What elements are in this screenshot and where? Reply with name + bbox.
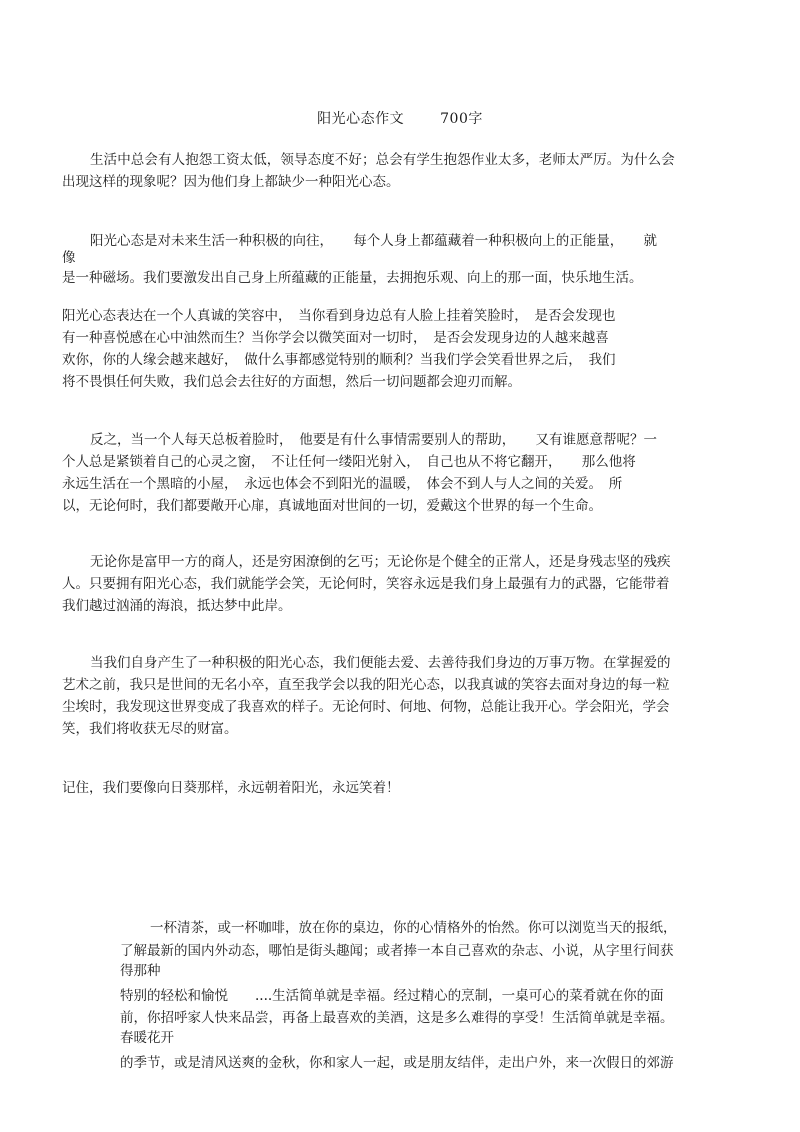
text-line: 春暖花开 (120, 1030, 174, 1046)
text-line: 无论你是富甲一方的商人，还是穷困潦倒的乞丐；无论你是个健全的正常人，还是身残志坚的残疾 (90, 554, 671, 570)
text-line: 有一种喜悦感在心中油然而生？当你学会以微笑面对一切时， 是否会发现身边的人越来越喜 (62, 330, 609, 346)
text-line: 了解最新的国内外动态，哪怕是街头趣闻；或者捧一本自己喜欢的杂志、小说，从字里行间获 (120, 943, 674, 959)
text-line: 阳光心态是对未来生活一种积极的向往， 每个人身上都蕴藏着一种积极向上的正能量， 就 (90, 233, 657, 249)
text-line: 得那种 (120, 963, 161, 979)
text-line: 将不畏惧任何失败，我们总会去往好的方面想，然后一切问题都会迎刃而解。 (62, 374, 521, 390)
text-line: 我们越过汹涌的海浪，抵达梦中此岸。 (62, 598, 292, 614)
text-line: 永远生活在一个黑暗的小屋， 永远也体会不到阳光的温暖， 体会不到人与人之间的关爱。 所 (62, 476, 623, 492)
text-line: 记住，我们要像向日葵那样，永远朝着阳光，永远笑着！ (62, 780, 400, 796)
text-line: 以，无论何时，我们都要敞开心扉，真诚地面对世间的一切，爱戴这个世界的每一个生命。 (62, 498, 602, 514)
text-line: 艺术之前，我只是世间的无名小卒，直至我学会以我的阳光心态，以我真诚的笑容去面对身边的每一粒 (62, 677, 670, 693)
text-line: 人。只要拥有阳光心态，我们就能学会笑，无论何时，笑容永远是我们身上最强有力的武器，它能带着 (62, 576, 670, 592)
title-word-count: 700字 (440, 111, 483, 127)
text-line: 笑，我们将收获无尽的财富。 (62, 721, 238, 737)
text-line: 的季节，或是清风送爽的金秋，你和家人一起，或是朋友结伴，走出户外，来一次假日的郊游 (120, 1055, 674, 1071)
text-line: 个人总是紧锁着自己的心灵之窗， 不让任何一缕阳光射入， 自己也从不将它翻开， 那么他将 (62, 454, 636, 470)
text-line: 像 (62, 250, 76, 266)
text-line: 生活中总会有人抱怨工资太低，领导态度不好；总会有学生抱怨作业太多，老师太严厉。为什么会 (90, 152, 675, 168)
text-line: 一杯清茶，或一杯咖啡，放在你的桌边，你的心情格外的怡然。你可以浏览当天的报纸， (150, 920, 677, 936)
text-line: 出现这样的现象呢？因为他们身上都缺少一种阳光心态。 (62, 174, 400, 190)
text-line: 欢你，你的人缘会越来越好， 做什么事都感觉特别的顺利？当我们学会笑看世界之后， 我们 (62, 352, 616, 368)
text-line: 阳光心态表达在一个人真诚的笑容中， 当你看到身边总有人脸上挂着笑脸时， 是否会发现也 (62, 308, 616, 324)
text-line: 是一种磁场。我们要激发出自己身上所蕴藏的正能量，去拥抱乐观、向上的那一面，快乐地生活。 (62, 270, 643, 286)
page-title (0, 108, 800, 128)
text-line: 当我们自身产生了一种积极的阳光心态，我们便能去爱、去善待我们身边的万事万物。在掌握爱的 (90, 655, 671, 671)
text-line: 尘埃时，我发现这世界变成了我喜欢的样子。无论何时、何地、何物，总能让我开心。学会阳光，学会 (62, 699, 670, 715)
text-line: 反之，当一个人每天总板着脸时， 他要是有什么事情需要别人的帮助， 又有谁愿意帮呢？一 (90, 432, 657, 448)
text-line: 前，你招呼家人快来品尝，再备上最喜欢的美酒，这是多么难得的享受！生活简单就是幸福。 (120, 1010, 674, 1026)
text-line: 特别的轻松和愉悦 ....生活简单就是幸福。经过精心的烹制，一桌可心的菜肴就在你的面 (120, 988, 664, 1004)
title-text: 阳光心态作文 (317, 111, 405, 127)
